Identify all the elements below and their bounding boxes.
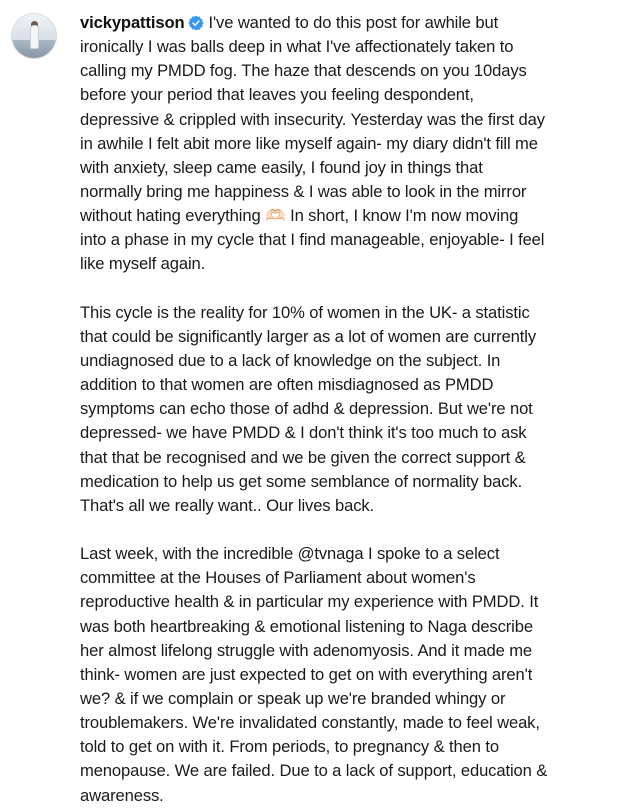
caption-line: without hating everything 🫶🏻 In short, I know I'm now moving — [80, 206, 519, 226]
caption-line: before your period that leaves you feeling despondent, — [80, 85, 474, 105]
caption-text — [80, 11, 632, 808]
caption-line: was both heartbreaking & emotional listening to Naga describe — [80, 616, 533, 636]
caption-line: into a phase in my cycle that I find manageable, enjoyable- I feel — [80, 230, 545, 250]
caption-line: calling my PMDD fog. The haze that descends on you 10days — [80, 61, 527, 81]
caption-line: medication to help us get some semblance of normality back. — [80, 471, 523, 491]
caption-line: This cycle is the reality for 10% of women in the UK- a statistic — [80, 302, 530, 322]
caption-line — [80, 11, 632, 35]
caption-line: That's all we really want.. Our lives back. — [80, 495, 375, 515]
caption-line: we? & if we complain or speak up we're branded whingy or — [80, 688, 506, 708]
caption-line: awareness. — [80, 785, 164, 805]
username-link[interactable]: vickypattison — [80, 13, 185, 32]
caption-paragraph-3 — [80, 542, 632, 808]
avatar[interactable] — [12, 14, 56, 58]
caption-line: with anxiety, sleep came easily, I found joy in things that — [80, 157, 483, 177]
avatar-figure — [31, 26, 38, 48]
caption-line: that that be recognised and we be given the correct support & — [80, 447, 526, 467]
caption-line: ironically I was balls deep in what I've affectionately taken to — [80, 37, 514, 57]
caption-line: symptoms can echo those of adhd & depression. But we're not — [80, 399, 533, 419]
caption-line: that could be significantly larger as a lot of women are currently — [80, 326, 537, 346]
caption-paragraph-2 — [80, 301, 632, 518]
caption-line: like myself again. — [80, 254, 206, 274]
caption-line: her almost lifelong struggle with adenomyosis. And it made me — [80, 640, 533, 660]
caption-line: Last week, with the incredible @tvnaga I spoke to a select — [80, 544, 500, 564]
caption-line: told to get on with it. From periods, to pregnancy & then to — [80, 737, 499, 757]
caption-paragraph-1 — [80, 11, 632, 277]
caption-line: depressed- we have PMDD & I don't think it's too much to ask — [80, 423, 527, 443]
caption-line: in awhile I felt abit more like myself again- my diary didn't fill me — [80, 133, 538, 153]
caption-line: think- women are just expected to get on with everything aren't — [80, 664, 533, 684]
caption-line: depressive & crippled with insecurity. Yesterday was the first day — [80, 109, 545, 129]
caption-line: undiagnosed due to a lack of knowledge on the subject. In — [80, 350, 501, 370]
caption-line: reproductive health & in particular my experience with PMDD. It — [80, 592, 539, 612]
caption-line: committee at the Houses of Parliament about women's — [80, 568, 476, 588]
verified-badge-icon — [188, 15, 204, 31]
caption-line: addition to that women are often misdiagnosed as PMDD — [80, 375, 494, 395]
caption-line: normally bring me happiness & I was able to look in the mirror — [80, 181, 527, 201]
caption-line-text: I've wanted to do this post for awhile but — [208, 13, 499, 32]
caption-line: troublemakers. We're invalidated constantly, made to feel weak, — [80, 713, 540, 733]
caption-line: menopause. We are failed. Due to a lack of support, education & — [80, 761, 548, 781]
